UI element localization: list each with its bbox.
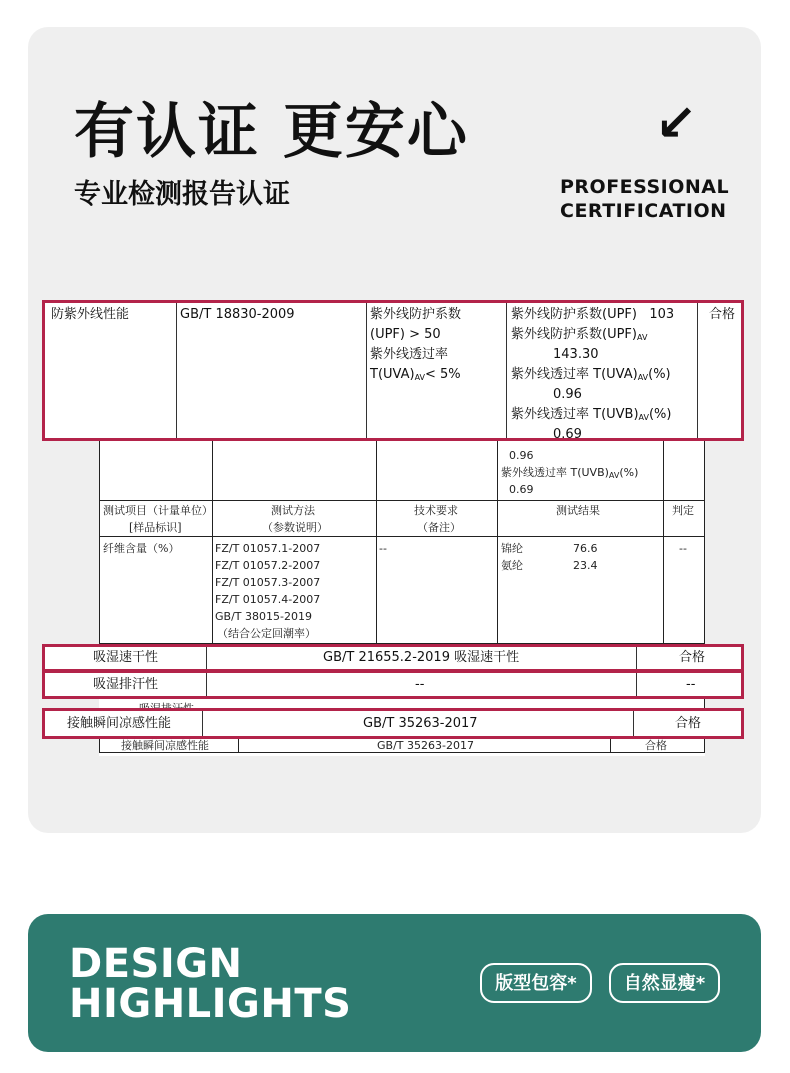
- quickdry-item: 吸湿速干性: [93, 650, 159, 665]
- uv-res-line6: 紫外线透过率 $T(UVB)_{AV}(\%)$: [511, 407, 672, 422]
- uv-res-line1: 紫外线防护系数(UPF) 103: [511, 307, 675, 322]
- fiber-item: 纤维含量（%）: [103, 542, 180, 555]
- fiber-result-1-name: 锦纶: [501, 542, 523, 555]
- english-caption-line2: CERTIFICATION: [560, 200, 727, 222]
- tag-slimming: 自然显瘦*: [609, 963, 720, 1003]
- fiber-method-3: FZ/T 01057.3-2007: [215, 576, 321, 589]
- uv-req-line1: 紫外线防护系数: [370, 307, 462, 322]
- quickdry-method: GB/T 21655.2-2019 吸湿速干性: [323, 650, 520, 665]
- cool-method: GB/T 35263-2017: [363, 716, 478, 731]
- report-cool-verdict: 合格: [645, 739, 667, 752]
- fiber-result-2-name: 氨纶: [501, 559, 523, 572]
- uv-req-line3: 紫外线透过率: [370, 347, 449, 362]
- report-uvb-value: 0.69: [509, 483, 534, 496]
- fiber-method-note: （结合公定回潮率）: [217, 627, 316, 640]
- cool-verdict: 合格: [675, 716, 702, 731]
- header-param-note: （参数说明）: [262, 521, 328, 534]
- fiber-method-4: FZ/T 01057.4-2007: [215, 593, 321, 606]
- design-title-line2: HIGHLIGHTS: [69, 981, 352, 1027]
- english-caption-line1: PROFESSIONAL: [560, 176, 730, 198]
- sweat-item: 吸湿排汗性: [93, 677, 159, 692]
- report-cool-item: 接触瞬间凉感性能: [121, 739, 209, 752]
- fiber-result-1-value: 76.6: [573, 542, 598, 555]
- uv-verdict: 合格: [709, 307, 736, 322]
- tag-inclusive-fit: 版型包容*: [480, 963, 592, 1003]
- header-verdict: 判定: [672, 504, 694, 517]
- page-title: 有认证 更安心: [74, 97, 469, 167]
- fiber-method-2: FZ/T 01057.2-2007: [215, 559, 321, 572]
- zoom-cool-row: [42, 708, 744, 739]
- english-caption: [560, 175, 729, 223]
- uv-req-line4: $T(UVA)_{AV}< 5\%$: [370, 367, 461, 382]
- sweat-method: --: [415, 677, 425, 692]
- uv-item: 防紫外线性能: [51, 307, 130, 322]
- header-test-item: 测试项目（计量单位）: [103, 504, 213, 517]
- header-sample-id: [样品标识]: [129, 521, 182, 534]
- uv-res-line5: 0.96: [553, 387, 582, 402]
- page-subtitle: 专业检测报告认证: [74, 179, 290, 210]
- report-uva-value: 0.96: [509, 449, 534, 462]
- uv-req-line2: (UPF) > 50: [370, 327, 441, 342]
- sweat-verdict: --: [686, 677, 696, 692]
- zoom-sweat-row: [42, 670, 744, 699]
- zoom-quickdry-row: [42, 644, 744, 672]
- uv-res-line7: 0.69: [553, 427, 582, 442]
- quickdry-verdict: 合格: [679, 650, 706, 665]
- header-result: 测试结果: [556, 504, 600, 517]
- zoom-uv-row: [42, 300, 744, 441]
- uv-method: GB/T 18830-2009: [180, 307, 295, 322]
- fiber-requirement: --: [379, 542, 387, 555]
- header-remark: （备注）: [417, 521, 461, 534]
- report-uvb-label: 紫外线透过率 $T(UVB)_{AV}(\%)$: [501, 466, 639, 480]
- uv-res-line4: 紫外线透过率 $T(UVA)_{AV}(\%)$: [511, 367, 671, 382]
- fiber-result-2-value: 23.4: [573, 559, 598, 572]
- uv-res-line2: 紫外线防护系数$(UPF)_{AV}$: [511, 327, 648, 342]
- cool-item: 接触瞬间凉感性能: [67, 716, 172, 731]
- fiber-verdict: --: [679, 542, 687, 555]
- design-highlights-title: [69, 941, 352, 1027]
- report-cool-method: GB/T 35263-2017: [377, 739, 474, 752]
- uv-res-line3: 143.30: [553, 347, 599, 362]
- fiber-method-5: GB/T 38015-2019: [215, 610, 312, 623]
- design-title-line1: DESIGN: [69, 941, 243, 987]
- header-test-method: 测试方法: [271, 504, 315, 517]
- arrow-down-left-icon: ↙: [655, 94, 697, 152]
- fiber-method-1: FZ/T 01057.1-2007: [215, 542, 321, 555]
- header-requirement: 技术要求: [414, 504, 458, 517]
